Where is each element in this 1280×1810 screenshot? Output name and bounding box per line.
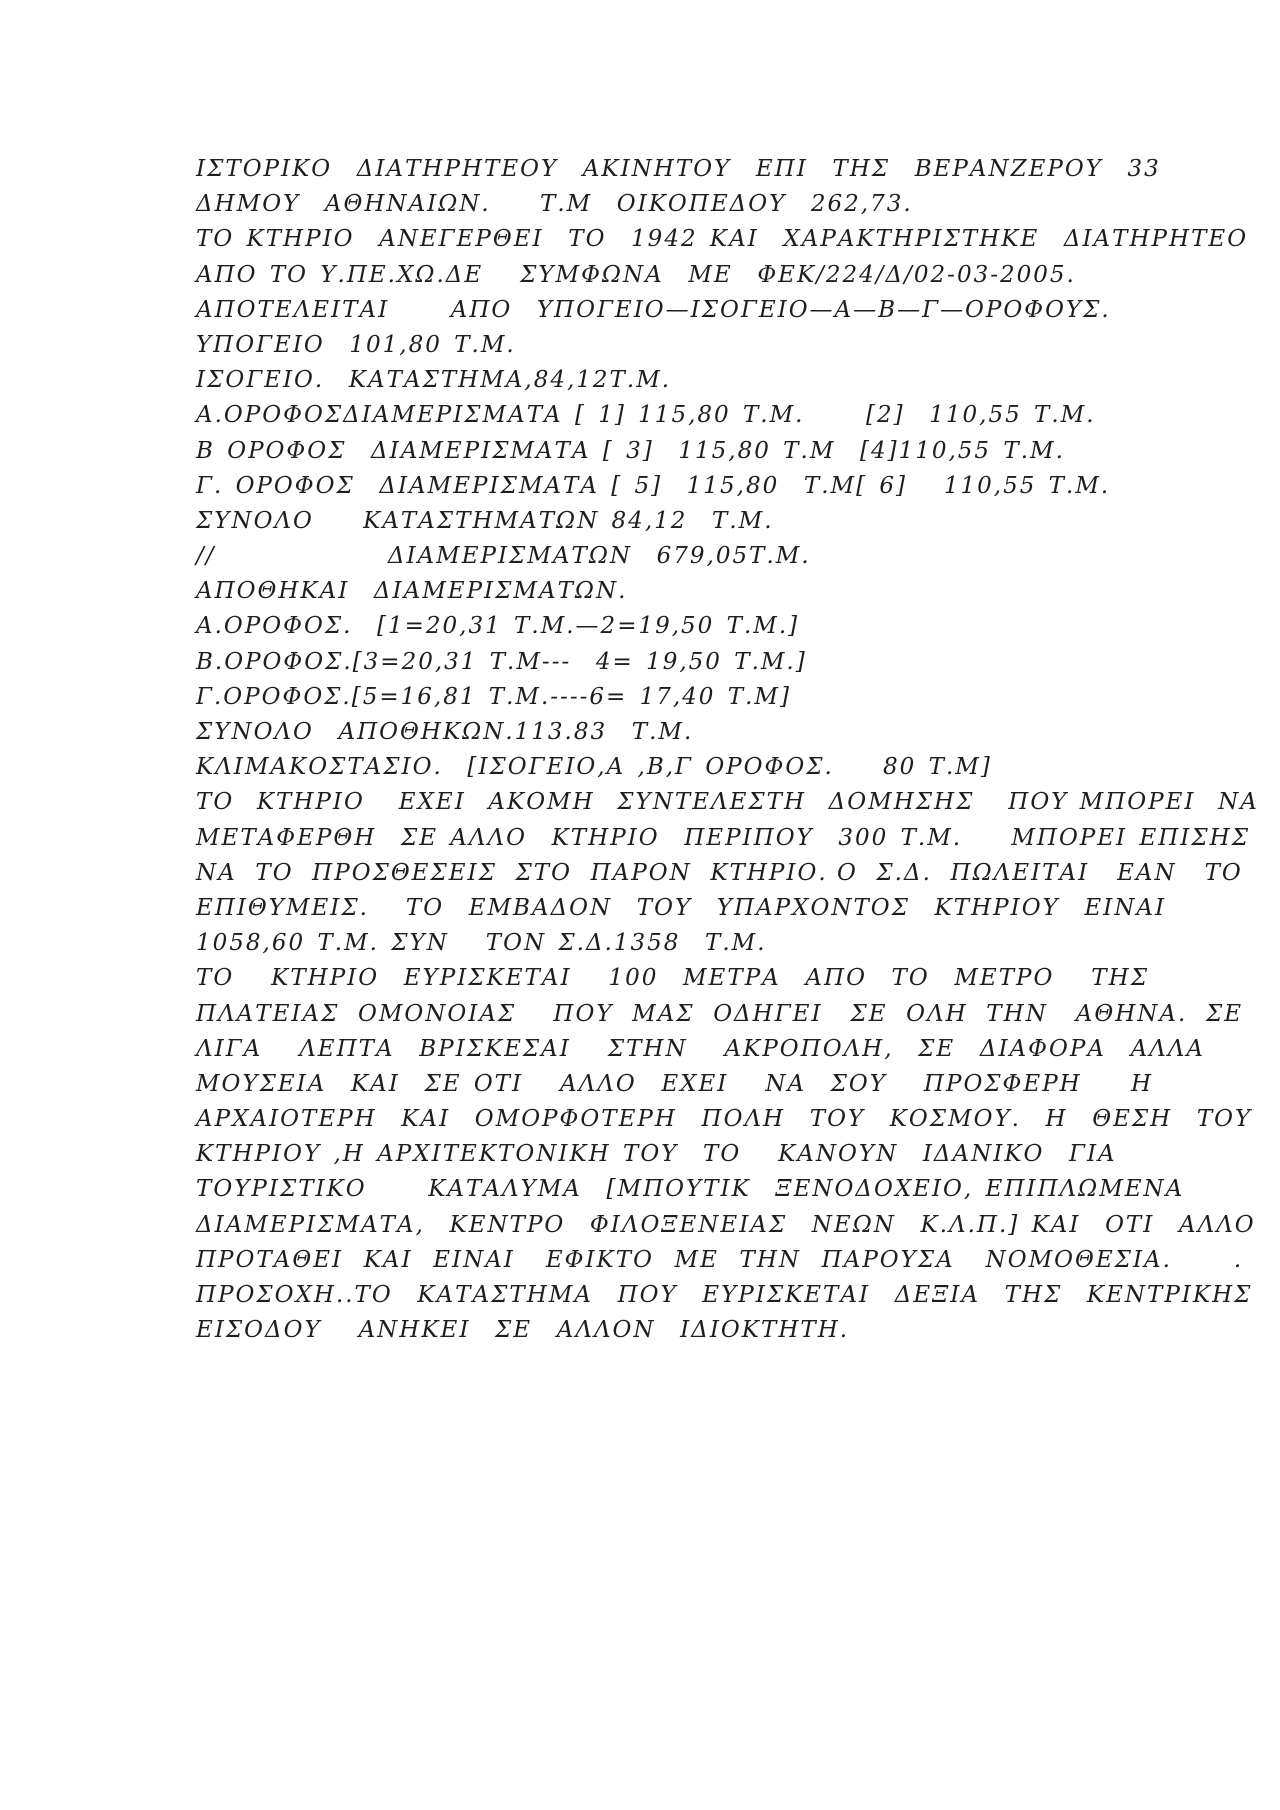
text-line: ΜΟΥΣΕΙΑ ΚΑΙ ΣΕ ΟΤΙ ΑΛΛΟ ΕΧΕΙ ΝΑ ΣΟΥ ΠΡΟΣΦΕΡΗ Η xyxy=(196,1070,1154,1097)
text-line: ΤΟ ΚΤΗΡΙΟ ΕΧΕΙ ΑΚΟΜΗ ΣΥΝΤΕΛΕΣΤΗ ΔΟΜΗΣΗΣ ΠΟΥ ΜΠΟΡΕΙ ΝΑ xyxy=(196,789,1259,816)
text-line: ΑΡΧΑΙΟΤΕΡΗ ΚΑΙ ΟΜΟΡΦΟΤΕΡΗ ΠΟΛΗ ΤΟΥ ΚΟΣΜΟΥ. Η ΘΕΣΗ ΤΟΥ xyxy=(196,1106,1253,1133)
text-line: ΔΗΜΟΥ ΑΘΗΝΑΙΩΝ. Τ.Μ ΟΙΚΟΠΕΔΟΥ 262,73. xyxy=(196,191,913,218)
text-line: ΑΠΟ ΤΟ Υ.ΠΕ.ΧΩ.ΔΕ ΣΥΜΦΩΝΑ ΜΕ ΦΕΚ/224/Δ/02-03-2005. xyxy=(196,261,1076,288)
text-line: ΝΑ ΤΟ ΠΡΟΣΘΕΣΕΙΣ ΣΤΟ ΠΑΡΟΝ ΚΤΗΡΙΟ. Ο Σ.Δ. ΠΩΛΕΙΤΑΙ ΕΑΝ ΤΟ xyxy=(196,859,1243,886)
text-line: ΕΙΣΟΔΟΥ ΑΝΗΚΕΙ ΣΕ ΑΛΛΟΝ ΙΔΙΟΚΤΗΤΗ. xyxy=(196,1317,850,1344)
text-line: ΑΠΟΤΕΛΕΙΤΑΙ ΑΠΟ ΥΠΟΓΕΙΟ—ΙΣΟΓΕΙΟ—Α—Β—Γ—ΟΡΟΦΟΥΣ. xyxy=(196,296,1111,323)
text-line: Β.ΟΡΟΦΟΣ.[3=20,31 Τ.Μ--- 4= 19,50 Τ.Μ.] xyxy=(196,648,807,675)
text-line: ΙΣΤΟΡΙΚΟ ΔΙΑΤΗΡΗΤΕΟΥ ΑΚΙΝΗΤΟΥ ΕΠΙ ΤΗΣ ΒΕΡΑΝΖΕΡΟΥ 33 xyxy=(196,156,1161,182)
text-line: ΑΠΟΘΗΚΑΙ ΔΙΑΜΕΡΙΣΜΑΤΩΝ. xyxy=(196,578,628,605)
text-line: ΙΣΟΓΕΙΟ. ΚΑΤΑΣΤΗΜΑ,84,12Τ.Μ. xyxy=(196,367,672,394)
text-line: // ΔΙΑΜΕΡΙΣΜΑΤΩΝ 679,05Τ.Μ. xyxy=(196,543,811,570)
text-line: Γ. ΟΡΟΦΟΣ ΔΙΑΜΕΡΙΣΜΑΤΑ [ 5] 115,80 Τ.Μ[ 6] 110,55 Τ.Μ. xyxy=(196,472,1111,499)
text-line: Β ΟΡΟΦΟΣ ΔΙΑΜΕΡΙΣΜΑΤΑ [ 3] 115,80 Τ.Μ [4]110,55 Τ.Μ. xyxy=(196,437,1065,464)
text-line: ΠΡΟΤΑΘΕΙ ΚΑΙ ΕΙΝΑΙ ΕΦΙΚΤΟ ΜΕ ΤΗΝ ΠΑΡΟΥΣΑ ΝΟΜΟΘΕΣΙΑ. . xyxy=(196,1246,1244,1273)
text-line: Γ.ΟΡΟΦΟΣ.[5=16,81 Τ.Μ.----6= 17,40 Τ.Μ] xyxy=(196,683,791,710)
text-line: ΣΥΝΟΛΟ ΑΠΟΘΗΚΩΝ.113.83 Τ.Μ. xyxy=(196,719,694,745)
text-line: ΜΕΤΑΦΕΡΘΗ ΣΕ ΑΛΛΟ ΚΤΗΡΙΟ ΠΕΡΙΠΟΥ 300 Τ.Μ. ΜΠΟΡΕΙ ΕΠΙΣΗΣ xyxy=(196,824,1250,851)
text-line: ΚΛΙΜΑΚΟΣΤΑΣΙΟ. [ΙΣΟΓΕΙΟ,Α ,Β,Γ ΟΡΟΦΟΣ. 80 Τ.Μ] xyxy=(196,754,992,781)
text-line: ΥΠΟΓΕΙΟ 101,80 Τ.Μ. xyxy=(196,331,516,358)
text-line: ΠΡΟΣΟΧΗ..ΤΟ ΚΑΤΑΣΤΗΜΑ ΠΟΥ ΕΥΡΙΣΚΕΤΑΙ ΔΕΞΙΑ ΤΗΣ ΚΕΝΤΡΙΚΗΣ xyxy=(196,1282,1253,1308)
text-line: ΚΤΗΡΙΟΥ ,Η ΑΡΧΙΤΕΚΤΟΝΙΚΗ ΤΟΥ ΤΟ ΚΑΝΟΥΝ ΙΔΑΝΙΚΟ ΓΙΑ xyxy=(196,1141,1117,1168)
text-line: ΠΛΑΤΕΙΑΣ ΟΜΟΝΟΙΑΣ ΠΟΥ ΜΑΣ ΟΔΗΓΕΙ ΣΕ ΟΛΗ ΤΗΝ ΑΘΗΝΑ. ΣΕ xyxy=(196,1000,1244,1027)
text-line: Α.ΟΡΟΦΟΣΔΙΑΜΕΡΙΣΜΑΤΑ [ 1] 115,80 Τ.Μ. [2] 110,55 Τ.Μ. xyxy=(196,402,1096,429)
text-line: ΕΠΙΘΥΜΕΙΣ. ΤΟ ΕΜΒΑΔΟΝ ΤΟΥ ΥΠΑΡΧΟΝΤΟΣ ΚΤΗΡΙΟΥ ΕΙΝΑΙ xyxy=(196,894,1167,921)
text-line: ΤΟ ΚΤΗΡΙΟ ΑΝΕΓΕΡΘΕΙ ΤΟ 1942 ΚΑΙ ΧΑΡΑΚΤΗΡΙΣΤΗΚΕ ΔΙΑΤΗΡΗΤΕΟ xyxy=(196,226,1249,253)
text-line: 1058,60 Τ.Μ. ΣΥΝ ΤΟΝ Σ.Δ.1358 Τ.Μ. xyxy=(196,930,767,957)
text-line: ΣΥΝΟΛΟ ΚΑΤΑΣΤΗΜΑΤΩΝ 84,12 Τ.Μ. xyxy=(196,507,774,534)
text-line: Α.ΟΡΟΦΟΣ. [1=20,31 Τ.Μ.—2=19,50 Τ.Μ.] xyxy=(196,613,800,640)
document-body xyxy=(196,152,1259,1348)
text-line: ΤΟ ΚΤΗΡΙΟ ΕΥΡΙΣΚΕΤΑΙ 100 ΜΕΤΡΑ ΑΠΟ ΤΟ ΜΕΤΡΟ ΤΗΣ xyxy=(196,965,1149,992)
text-line: ΛΙΓΑ ΛΕΠΤΑ ΒΡΙΣΚΕΣΑΙ ΣΤΗΝ ΑΚΡΟΠΟΛΗ, ΣΕ ΔΙΑΦΟΡΑ ΑΛΛΑ xyxy=(196,1035,1206,1062)
text-line: ΔΙΑΜΕΡΙΣΜΑΤΑ, ΚΕΝΤΡΟ ΦΙΛΟΞΕΝΕΙΑΣ ΝΕΩΝ Κ.Λ.Π.] ΚΑΙ ΟΤΙ ΑΛΛΟ xyxy=(196,1211,1256,1238)
text-line: ΤΟΥΡΙΣΤΙΚΟ ΚΑΤΑΛΥΜΑ [ΜΠΟΥΤΙΚ ΞΕΝΟΔΟΧΕΙΟ, ΕΠΙΠΛΩΜΕΝΑ xyxy=(196,1176,1185,1203)
